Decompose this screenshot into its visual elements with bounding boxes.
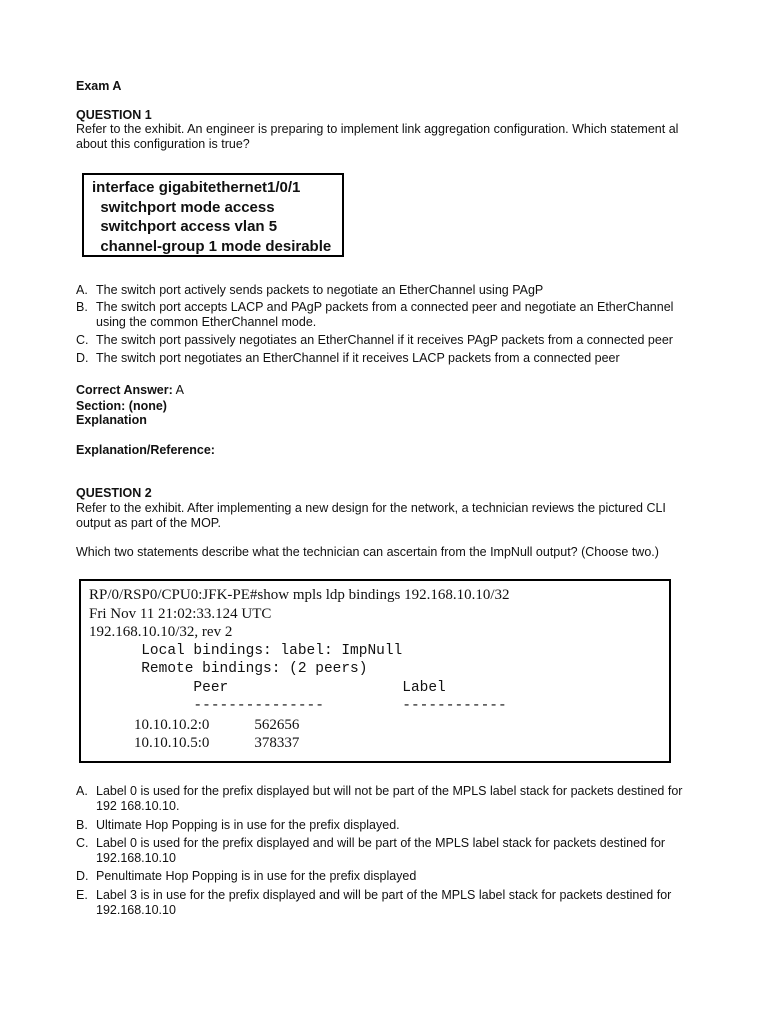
option-text: Label 3 is in use for the prefix displayed and will be part of the MPLS label stack for packets destined for 192.168.10.10 (96, 888, 672, 917)
option-text: Penultimate Hop Popping is in use for the prefix displayed (96, 869, 417, 883)
question-1-option-b (76, 300, 694, 330)
option-text: The switch port negotiates an EtherChannel if it receives LACP packets from a connected peer (96, 351, 620, 365)
option-letter: A. (76, 784, 88, 798)
option-text: The switch port passively negotiates an EtherChannel if it receives PAgP packets from a connected peer (96, 333, 673, 347)
question-1-correct-answer (76, 383, 716, 398)
option-letter: D. (76, 869, 89, 883)
option-text: The switch port accepts LACP and PAgP packets from a connected peer and negotiate an EtherChannel using the common EtherChannel mode. (96, 300, 674, 329)
option-text: Ultimate Hop Popping is in use for the prefix displayed. (96, 818, 400, 832)
question-2-option-c (76, 836, 688, 866)
option-text: The switch port actively sends packets to negotiate an EtherChannel using PAgP (96, 283, 544, 297)
exam-title: Exam A (76, 79, 122, 93)
exhibit-line: switchport access vlan 5 (92, 218, 278, 235)
question-1-explanation: Explanation (76, 413, 147, 427)
correct-answer-label: Correct Answer: (76, 383, 173, 397)
exhibit-line: Remote bindings: (2 peers) (89, 661, 368, 677)
question-2-option-a (76, 784, 696, 814)
exhibit-line: interface gigabitethernet1/0/1 (92, 179, 301, 196)
question-2-prompt: Refer to the exhibit. After implementing a new design for the network, a technician reviews the pictured CLI output as part of the MOP. (76, 501, 666, 530)
exhibit-line: 10.10.10.2:0 562656 (89, 716, 300, 733)
exhibit-line: Fri Nov 11 21:02:33.124 UTC (89, 605, 272, 622)
question-1-explanation-reference: Explanation/Reference: (76, 443, 215, 457)
correct-answer-value: A (175, 383, 184, 397)
exhibit-line: --------------- ------------ (89, 698, 507, 714)
option-letter: B. (76, 818, 88, 832)
question-2-option-e (76, 888, 694, 918)
question-1-option-c (76, 333, 716, 348)
option-text: Label 0 is used for the prefix displayed and will be part of the MPLS label stack for packets destined for 192.168.10.10 (96, 836, 666, 865)
exhibit-line: RP/0/RSP0/CPU0:JFK-PE#show mpls ldp bindings 192.168.10.10/32 (89, 587, 510, 603)
option-letter: C. (76, 333, 89, 347)
exhibit-line: 10.10.10.5:0 378337 (89, 735, 300, 751)
exhibit-line: Peer Label (89, 679, 446, 696)
question-1-option-d (76, 351, 716, 366)
option-letter: A. (76, 283, 88, 297)
question-1-section: Section: (none) (76, 399, 167, 413)
option-letter: D. (76, 351, 89, 365)
question-2-heading: QUESTION 2 (76, 486, 152, 500)
question-2-option-b (76, 818, 716, 833)
question-2-option-d (76, 869, 716, 884)
question-1-prompt: Refer to the exhibit. An engineer is preparing to implement link aggregation configuration. Which statement al about this configuration is true? (76, 122, 679, 151)
exhibit-line: channel-group 1 mode desirable (92, 237, 332, 255)
option-letter: E. (76, 888, 88, 902)
exhibit-line: Local bindings: label: ImpNull (89, 642, 403, 659)
question-2-exhibit (79, 579, 671, 763)
question-2-question: Which two statements describe what the technician can ascertain from the ImpNull output? (Choose two.) (76, 545, 659, 559)
question-1-heading: QUESTION 1 (76, 108, 152, 122)
option-letter: B. (76, 300, 88, 314)
question-1-option-a (76, 283, 716, 298)
question-1-exhibit (82, 173, 344, 257)
exhibit-line: 192.168.10.10/32, rev 2 (89, 624, 233, 640)
option-text: Label 0 is used for the prefix displayed but will not be part of the MPLS label stack for packets destined for 192 168.10.10. (96, 784, 683, 813)
exhibit-line: switchport mode access (92, 198, 275, 216)
option-letter: C. (76, 836, 89, 850)
